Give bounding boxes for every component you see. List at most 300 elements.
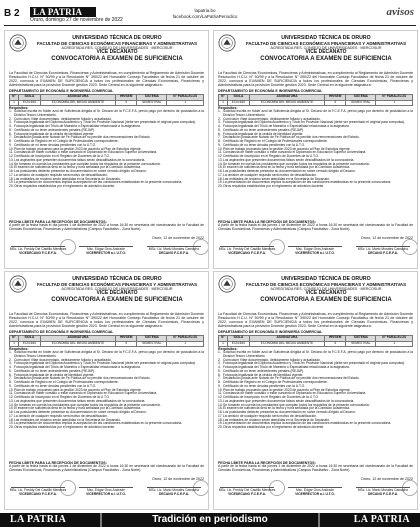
- notice-heading: [29, 276, 205, 304]
- requirements-title: Requisitos:: [9, 106, 29, 110]
- requirement-number: 8.: [9, 380, 12, 384]
- requirement-text: Declaración jurada ante Notario de Fe Pública de no percibir dos remuneraciones del Estado.: [14, 376, 151, 381]
- table-header-cell: HR/SEM: [325, 336, 346, 342]
- requirement-number: 7.: [218, 135, 221, 140]
- requirement-text: Certificado de Registro en el Colegio de Profesionales correspondiente.: [14, 380, 119, 384]
- table-cell: SEMESTRAL: [137, 100, 167, 106]
- requirement-number: 1.: [218, 350, 221, 354]
- requirement-number: 11.: [9, 391, 14, 396]
- table-row: [219, 341, 413, 347]
- deadline-text: A partir de la fecha hasta el día jueves 1 de diciembre de 2022 a horas 16:30 en secretaría del vicedecanato de la Facultad de Ciencias Económicas, Financieras y Administrativas (Campus Facultativo - Zona Norte).: [218, 223, 413, 231]
- table-header-cell: SISTEMA: [346, 95, 376, 101]
- header-rule: [4, 25, 416, 26]
- signer-role: VICEDECANO F.C.E.F.A.: [19, 491, 57, 496]
- social-links: [160, 8, 250, 20]
- requirement-number: 4.: [9, 365, 12, 369]
- signer-role: VICEDECANO F.C.E.F.A.: [228, 250, 266, 255]
- requirement-number: 12.: [218, 154, 223, 158]
- requirements-list: [218, 351, 413, 430]
- signature-block: [352, 487, 414, 497]
- requirement-number: 9.: [9, 383, 12, 388]
- footer-divider: [318, 513, 320, 527]
- signature-block: [7, 487, 69, 497]
- requirement-text: Curriculum Vitae documentado, debidamente foliado y actualizado.: [223, 116, 321, 121]
- requirement-text: Certificado de Inscripción en el Registro de Docentes de la U.T.O.: [223, 154, 320, 158]
- requirement-text: Los aspirantes que presenten documentos falsos serán descalificados de la convocatoria.: [14, 398, 146, 403]
- signer-name: Msc. Edgar Oros Andrade: [296, 247, 334, 251]
- requirement-number: 6.: [218, 131, 221, 136]
- requirement-text: Se tomarán en cuenta los postulantes que cumplan todos los requisitos de la presente convocatoria.: [14, 402, 161, 407]
- place-date: Oruro, 12 de noviembre de 2022: [152, 477, 204, 481]
- requirement-number: 9.: [218, 383, 221, 388]
- requirement-text: Los aspirantes que presenten documentos falsos serán descalificados de la convocatoria.: [223, 398, 355, 403]
- table-cell: 1: [10, 341, 19, 347]
- requirement-text: Otros requisitos establecidos por el reglamento de admisión docente.: [14, 425, 116, 429]
- signer-role: DECANO F.C.E.F.A.: [367, 250, 399, 255]
- requirement-number: 18.: [218, 417, 223, 422]
- university-name: UNIVERSIDAD TÉCNICA DE ORURO: [281, 35, 371, 41]
- deadline-text: A partir de la fecha hasta el día jueves 1 de diciembre de 2022 a horas 16:30 en secretaría del vicedecanato de la Facultad de Ciencias Económicas, Financieras y Administrativas (Campus Facultativo - Zona Norte).: [9, 464, 204, 472]
- requirement-number: 17.: [218, 172, 223, 177]
- requirement-text: Fotocopia legalizada del Diploma Académico y Título en Provisión Nacional (debe ser presentado el original para compulsa).: [14, 120, 196, 125]
- requirement-number: 10.: [9, 146, 14, 151]
- table-header-cell: SISTEMA: [346, 336, 376, 342]
- requirement-text: Certificado de Registro en el Colegio de Profesionales correspondiente.: [223, 380, 328, 384]
- table-row: [10, 100, 204, 106]
- requirement-text: La presentación de documentos implica la aceptación de las condiciones establecidas en la presente convocatoria.: [223, 180, 392, 185]
- website-link[interactable]: lapatria.bo: [194, 8, 216, 13]
- table-header-cell: SIGLA: [18, 336, 40, 342]
- table-header-cell: SIGLA: [18, 95, 40, 101]
- table-cell: SEMESTRAL: [346, 100, 376, 106]
- university-seal-icon: [218, 275, 236, 293]
- table-cell: 1: [376, 100, 413, 106]
- table-row: [219, 100, 413, 106]
- page-number: B 2: [4, 8, 20, 19]
- signature-block: [284, 487, 346, 497]
- requirement-text: El examen de suficiencia será en la fecha y hora señalada por la Comisión Académica.: [223, 406, 351, 411]
- requirement-item: [9, 185, 204, 189]
- table-header-cell: SIGLA: [227, 336, 249, 342]
- signature-block: [284, 246, 346, 256]
- requirement-number: 15.: [9, 165, 14, 170]
- table-header-cell: ASIGNATURA: [249, 336, 324, 342]
- requirement-text: Fotocopia legalizada del Diploma Académico y Título en Provisión Nacional (debe ser presentado el original para compulsa).: [223, 120, 405, 125]
- requirement-number: 17.: [9, 172, 14, 177]
- table-cell: ECONOMÍA DEL MEDIO AMBIENTE: [249, 341, 324, 347]
- requirement-text: Declaración jurada ante Notario de Fe Pública de no percibir dos remuneraciones del Estado.: [223, 376, 360, 381]
- university-seal-icon: [218, 34, 236, 52]
- requirement-text: El examen de suficiencia será en la fecha y hora señalada por la Comisión Académica.: [14, 165, 142, 170]
- requirement-text: Certificado de no tener antecedentes penales (REJAP).: [223, 127, 305, 132]
- requirement-text: Los postulantes deberán presentar su documentación en sobre cerrado dirigido al Decano.: [223, 169, 356, 173]
- table-cell: ECN-644: [227, 341, 249, 347]
- requirement-text: Plan de trabajo propuesto para la gestión 2023 de acuerdo al Plan de Estudios vigente.: [223, 387, 351, 392]
- newspaper-logo: LA PATRIA: [30, 7, 96, 17]
- notice-title: CONVOCATORIA A EXAMEN DE SUFICIENCIA: [260, 297, 392, 304]
- vice-deanery: VICE DECANATO: [96, 49, 138, 56]
- vice-deanery: VICE DECANATO: [96, 290, 138, 297]
- signer-name: Msc. Edgar Oros Andrade: [87, 247, 125, 251]
- requirement-text: Certificado de Registro en el Colegio de Profesionales correspondiente.: [14, 139, 119, 143]
- requirement-text: Las entidades de reclamo serán atendidas en la Secretaría de Decanato.: [14, 417, 121, 422]
- subject-table: [218, 335, 413, 347]
- requirement-text: Las entidades de reclamo serán atendidas en la Secretaría de Decanato.: [223, 417, 330, 422]
- requirement-text: Los aspirantes que presenten documentos falsos serán descalificados de la convocatoria.: [223, 157, 355, 162]
- requirement-text: La presentación de documentos implica la aceptación de las condiciones establecidas en la presente convocatoria.: [14, 421, 183, 426]
- requirement-text: Otros requisitos establecidos por el reglamento de admisión docente.: [223, 425, 325, 429]
- requirement-text: Plan de trabajo propuesto para la gestión 2023 de acuerdo al Plan de Estudios vigente.: [223, 146, 351, 151]
- signer-name: MSc. Lic. Mario Morales Camacho: [357, 488, 409, 492]
- table-cell: 1: [167, 341, 204, 347]
- requirement-text: Fotocopia legalizada de la cédula de identidad vigente.: [14, 131, 95, 136]
- facebook-link[interactable]: facebook.com/LaPatriaPeriodico: [172, 14, 238, 19]
- requirement-number: 1.: [218, 109, 221, 113]
- requirement-number: 8.: [218, 380, 221, 384]
- requirement-text: Constancia de haber cursado o estar cursando el Diplomado en Educación Superior Universitaria.: [223, 391, 367, 396]
- subject-table: [218, 94, 413, 106]
- table-cell: 1: [376, 341, 413, 347]
- signer-role: VICEDECANO F.C.E.F.A.: [228, 491, 266, 496]
- place-date: Oruro, 12 de noviembre de 2022: [361, 477, 413, 481]
- intro-paragraph: La Facultad de Ciencias Económicas, Financieras y Administrativas, en cumplimiento al Reglamento de Admisión Docente Resolución H.C.U. N° 50/99 y a la Resolución N° 390/22 del Honorable Consejo Facultativo de fecha 21 de octubre de 2022, convoca a EXAMEN DE SUFICIENCIA a todos los profesionales de Ciencias Económicas, Financieras y Administrativas para la provisión Docente gestión 2023. Sede Central en la siguiente asignatura:: [218, 71, 413, 88]
- signer-name: MSc. Lic. Freddy Del Castillo Meneses: [9, 488, 67, 492]
- requirement-number: 5.: [9, 127, 12, 132]
- requirement-text: Plan de trabajo propuesto para la gestión 2023 de acuerdo al Plan de Estudios vigente.: [14, 146, 142, 151]
- table-header-cell: HR/SEM: [116, 336, 137, 342]
- university-seal-icon: [9, 275, 27, 293]
- requirement-number: 20.: [218, 425, 223, 429]
- requirement-text: Se tomarán en cuenta los postulantes que cumplan todos los requisitos de la presente convocatoria.: [223, 161, 370, 166]
- requirement-number: 5.: [218, 127, 221, 132]
- requirement-text: Fotocopia legalizada de la cédula de identidad vigente.: [14, 372, 95, 377]
- requirement-text: Fotocopia legalizada del Diploma Académico y Título en Provisión Nacional (debe ser presentado el original para compulsa).: [14, 361, 196, 366]
- requirement-text: Constancia de haber cursado o estar cursando el Diplomado en Educación Superior Universitaria.: [14, 150, 158, 155]
- requirement-number: 19.: [9, 180, 14, 185]
- requirement-number: 2.: [218, 116, 221, 121]
- table-header-cell: N° PARALELOS: [376, 95, 413, 101]
- requirement-number: 17.: [9, 413, 14, 418]
- signature-block: [143, 246, 205, 256]
- requirement-text: Declaración jurada ante Notario de Fe Pública de no percibir dos remuneraciones del Estado.: [223, 135, 360, 140]
- requirement-text: Certificado de no tener deudas pendientes con la U.T.O.: [223, 383, 306, 388]
- requirement-number: 19.: [218, 180, 223, 185]
- signer-name: MSc. Lic. Freddy Del Castillo Meneses: [218, 488, 276, 492]
- requirement-text: Fotocopia legalizada del Título de Maestría o Especialidad relacionada a la asignatura.: [223, 124, 350, 128]
- requirement-text: Los postulantes deberán presentar su documentación en sobre cerrado dirigido al Decano.: [14, 410, 147, 414]
- page-footer: [0, 513, 420, 527]
- footer-divider: [100, 513, 102, 527]
- deadline-text: A partir de la fecha hasta el día jueves 1 de diciembre de 2022 a horas 16:30 en secretaría del vicedecanato de la Facultad de Ciencias Económicas, Financieras y Administrativas (Campus Facultativo - Zona Norte).: [9, 223, 204, 231]
- requirement-number: 14.: [9, 402, 14, 407]
- requirement-text: La presentación de documentos implica la aceptación de las condiciones establecidas en la presente convocatoria.: [223, 421, 392, 426]
- place-date: Oruro, 12 de noviembre de 2022: [152, 236, 204, 240]
- requirement-text: El examen de suficiencia será en la fecha y hora señalada por la Comisión Académica.: [14, 406, 142, 411]
- requirement-text: Certificado de no tener deudas pendientes con la U.T.O.: [14, 142, 97, 147]
- faculty-name: FACULTAD DE CIENCIAS ECONÓMICAS FINANCIERAS Y ADMINISTRATIVAS: [36, 282, 198, 287]
- requirement-text: Certificado de no tener deudas pendientes con la U.T.O.: [14, 383, 97, 388]
- table-cell: 4: [116, 341, 137, 347]
- table-header-cell: SIGLA: [227, 95, 249, 101]
- requirement-text: Las entidades de reclamo serán atendidas en la Secretaría de Decanato.: [223, 176, 330, 181]
- requirement-number: 11.: [9, 150, 14, 155]
- table-cell: ECN-644: [18, 100, 40, 106]
- notice-title: CONVOCATORIA A EXAMEN DE SUFICIENCIA: [51, 297, 183, 304]
- signer-name: MSc. Lic. Mario Morales Camacho: [148, 488, 200, 492]
- requirement-number: 1.: [9, 109, 12, 113]
- requirement-text: Las entidades de reclamo serán atendidas en la Secretaría de Decanato.: [14, 176, 121, 181]
- department-name: DEPARTAMENTO DE ECONOMÍA E INGENIERÍA COMERCIAL: [218, 89, 323, 93]
- requirement-number: 3.: [218, 361, 221, 366]
- signer-name: MSc. Lic. Freddy Del Castillo Meneses: [218, 247, 276, 251]
- requirement-text: Certificado de Registro en el Colegio de Profesionales correspondiente.: [223, 139, 328, 143]
- requirement-number: 6.: [9, 372, 12, 377]
- table-row: [10, 341, 204, 347]
- requirement-text: Fotocopia legalizada del Título de Maestría o Especialidad relacionada a la asignatura.: [14, 365, 141, 369]
- requirement-number: 7.: [9, 135, 12, 140]
- requirements-title: Requisitos:: [9, 347, 29, 351]
- signer-role: VICERRECTOR a.i. U.T.O.: [295, 491, 335, 496]
- requirement-text: Otros requisitos establecidos por el reglamento de admisión docente.: [223, 184, 325, 188]
- table-cell: ECN-644: [18, 341, 40, 347]
- requirement-number: 9.: [218, 142, 221, 147]
- requirement-number: 10.: [218, 146, 223, 151]
- signer-role: DECANO F.C.E.F.A.: [367, 491, 399, 496]
- requirement-text: La omisión de cualquier requisito será motivo de descalificación.: [14, 413, 109, 418]
- notice-title: CONVOCATORIA A EXAMEN DE SUFICIENCIA: [51, 56, 183, 63]
- requirement-number: 10.: [218, 387, 223, 392]
- table-header-cell: ASIGNATURA: [249, 95, 324, 101]
- requirement-number: 16.: [9, 169, 14, 173]
- signature-block: [216, 487, 278, 497]
- notice-panel: [213, 271, 418, 510]
- notice-heading: [238, 35, 414, 63]
- requirement-number: 8.: [9, 139, 12, 143]
- requirement-number: 5.: [9, 368, 12, 373]
- table-header-cell: N°: [10, 336, 19, 342]
- requirement-number: 13.: [9, 398, 14, 403]
- requirements-list: [9, 351, 204, 430]
- accreditation-line: ACREDITADA RES. CONSEJO DE UNIVERSIDADES · MERCOSUR: [61, 287, 173, 291]
- table-header-cell: HR/SEM: [325, 95, 346, 101]
- subject-table: [9, 94, 204, 106]
- signer-name: Msc. Edgar Oros Andrade: [87, 488, 125, 492]
- section-label: avisos: [386, 6, 414, 18]
- signer-role: VICERRECTOR a.i. U.T.O.: [86, 250, 126, 255]
- table-header-cell: ASIGNATURA: [40, 336, 115, 342]
- footer-slogan: Tradición en periodismo: [152, 514, 268, 525]
- requirement-text: Curriculum Vitae documentado, debidamente foliado y actualizado.: [223, 357, 321, 362]
- notice-panel: [4, 271, 209, 510]
- requirement-number: 3.: [218, 120, 221, 125]
- requirement-number: 4.: [218, 365, 221, 369]
- requirement-number: 2.: [9, 116, 12, 121]
- signature-block: [75, 487, 137, 497]
- requirement-item: [9, 426, 204, 430]
- university-seal-icon: [9, 34, 27, 52]
- requirement-text: Certificado de Inscripción en el Registro de Docentes de la U.T.O.: [14, 154, 111, 158]
- signature-block: [352, 246, 414, 256]
- requirement-text: La presentación de documentos implica la aceptación de las condiciones establecidas en la presente convocatoria.: [14, 180, 183, 185]
- table-header-cell: N° PARALELOS: [376, 336, 413, 342]
- requirement-text: Otros requisitos establecidos por el reglamento de admisión docente.: [14, 184, 116, 188]
- signer-name: MSc. Lic. Freddy Del Castillo Meneses: [9, 247, 67, 251]
- requirement-number: 15.: [9, 406, 14, 411]
- table-cell: 1: [219, 100, 228, 106]
- requirement-number: 14.: [218, 402, 223, 407]
- requirement-number: 2.: [9, 357, 12, 362]
- page-header: [0, 0, 420, 26]
- requirements-title: Requisitos:: [218, 106, 238, 110]
- deadline-title: FECHA LÍMITE PARA LA RECEPCIÓN DE DOCUMENTOS:: [218, 461, 316, 465]
- requirement-text: Fotocopia legalizada de la cédula de identidad vigente.: [223, 131, 304, 136]
- requirement-text: Curriculum Vitae documentado, debidamente foliado y actualizado.: [14, 116, 112, 121]
- department-name: DEPARTAMENTO DE ECONOMÍA E INGENIERÍA COMERCIAL: [218, 330, 323, 334]
- table-header-cell: SISTEMA: [137, 336, 167, 342]
- notice-panel: [213, 30, 418, 269]
- requirement-number: 5.: [218, 368, 221, 373]
- requirement-number: 8.: [218, 139, 221, 143]
- table-header-cell: N°: [219, 336, 228, 342]
- requirement-text: La omisión de cualquier requisito será motivo de descalificación.: [14, 172, 109, 177]
- requirement-text: Declaración jurada ante Notario de Fe Pública de no percibir dos remuneraciones del Estado.: [14, 135, 151, 140]
- requirement-text: Solicitud escrita en fólder azul de Suficiencia dirigida al Sr. Decano de la F.C.E.F.A. previo pago por derecho de postulación a la División Tesoro Universitario.: [223, 109, 413, 117]
- signer-role: VICEDECANO F.C.E.F.A.: [19, 250, 57, 255]
- requirement-number: 20.: [9, 184, 14, 188]
- requirement-number: 2.: [218, 357, 221, 362]
- requirement-number: 15.: [218, 406, 223, 411]
- requirement-number: 10.: [9, 387, 14, 392]
- faculty-name: FACULTAD DE CIENCIAS ECONÓMICAS FINANCIERAS Y ADMINISTRATIVAS: [36, 41, 198, 46]
- table-header-cell: SISTEMA: [137, 95, 167, 101]
- table-header-cell: N°: [10, 95, 19, 101]
- table-header-cell: ASIGNATURA: [40, 95, 115, 101]
- requirement-number: 14.: [218, 161, 223, 166]
- requirement-number: 14.: [9, 161, 14, 166]
- requirement-text: Certificado de Inscripción en el Registro de Docentes de la U.T.O.: [14, 395, 111, 399]
- requirement-text: Los postulantes deberán presentar su documentación en sobre cerrado dirigido al Decano.: [14, 169, 147, 173]
- requirement-text: La omisión de cualquier requisito será motivo de descalificación.: [223, 413, 318, 418]
- university-name: UNIVERSIDAD TÉCNICA DE ORURO: [72, 35, 162, 41]
- table-header-cell: N°: [219, 95, 228, 101]
- requirement-number: 13.: [218, 398, 223, 403]
- requirements-list: [218, 110, 413, 189]
- requirement-number: 4.: [218, 124, 221, 128]
- requirement-text: Constancia de haber cursado o estar cursando el Diplomado en Educación Superior Universitaria.: [14, 391, 158, 396]
- table-cell: ECONOMÍA DEL MEDIO AMBIENTE: [40, 100, 115, 106]
- signer-role: DECANO F.C.E.F.A.: [158, 250, 190, 255]
- vice-deanery: VICE DECANATO: [305, 290, 347, 297]
- requirement-number: 13.: [9, 157, 14, 162]
- table-cell: 1: [10, 100, 19, 106]
- university-name: UNIVERSIDAD TÉCNICA DE ORURO: [72, 276, 162, 282]
- requirement-number: 18.: [9, 176, 14, 181]
- vice-deanery: VICE DECANATO: [305, 49, 347, 56]
- deadline-title: FECHA LÍMITE PARA LA RECEPCIÓN DE DOCUMENTOS:: [218, 220, 316, 224]
- table-cell: 4: [116, 100, 137, 106]
- requirement-text: Certificado de no tener deudas pendientes con la U.T.O.: [223, 142, 306, 147]
- requirement-text: Fotocopia legalizada de la cédula de identidad vigente.: [223, 372, 304, 377]
- table-cell: SEMESTRAL: [346, 341, 376, 347]
- requirement-number: 18.: [9, 417, 14, 422]
- requirement-number: 1.: [9, 350, 12, 354]
- signer-role: VICERRECTOR a.i. U.T.O.: [86, 491, 126, 496]
- requirement-number: 20.: [218, 184, 223, 188]
- accreditation-line: ACREDITADA RES. CONSEJO DE UNIVERSIDADES · MERCOSUR: [270, 287, 382, 291]
- department-name: DEPARTAMENTO DE ECONOMÍA E INGENIERÍA COMERCIAL: [9, 89, 114, 93]
- signer-name: MSc. Lic. Mario Morales Camacho: [357, 247, 409, 251]
- university-name: UNIVERSIDAD TÉCNICA DE ORURO: [281, 276, 371, 282]
- requirement-number: 20.: [9, 425, 14, 429]
- requirement-number: 7.: [218, 376, 221, 381]
- signer-name: Msc. Edgar Oros Andrade: [296, 488, 334, 492]
- subject-table: [9, 335, 204, 347]
- accreditation-line: ACREDITADA RES. CONSEJO DE UNIVERSIDADES · MERCOSUR: [61, 46, 173, 50]
- intro-paragraph: La Facultad de Ciencias Económicas, Financieras y Administrativas, en cumplimiento al Reglamento de Admisión Docente Resolución H.C.U. N° 50/99 y a la Resolución N° 390/22 del Honorable Consejo Facultativo de fecha 21 de octubre de 2022, convoca a EXAMEN DE SUFICIENCIA a todos los profesionales de Ciencias Económicas, Financieras y Administrativas para la provisión Docente gestión 2023. Sede Central en la siguiente asignatura:: [9, 312, 204, 329]
- requirement-number: 12.: [9, 154, 14, 158]
- table-cell: 4: [325, 100, 346, 106]
- requirement-number: 17.: [218, 413, 223, 418]
- table-header-cell: HR/SEM: [116, 95, 137, 101]
- table-cell: ECONOMÍA DEL MEDIO AMBIENTE: [249, 100, 324, 106]
- deadline-text: A partir de la fecha hasta el día jueves 1 de diciembre de 2022 a horas 16:30 en secretaría del vicedecanato de la Facultad de Ciencias Económicas, Financieras y Administrativas (Campus Facultativo - Zona Norte).: [218, 464, 413, 472]
- requirement-number: 4.: [9, 124, 12, 128]
- requirement-number: 9.: [9, 142, 12, 147]
- table-cell: 4: [325, 341, 346, 347]
- department-name: DEPARTAMENTO DE ECONOMÍA E INGENIERÍA COMERCIAL: [9, 330, 114, 334]
- requirement-text: Los postulantes deberán presentar su documentación en sobre cerrado dirigido al Decano.: [223, 410, 356, 414]
- table-cell: ECN-644: [227, 100, 249, 106]
- table-cell: 1: [167, 100, 204, 106]
- requirement-number: 19.: [9, 421, 14, 426]
- requirement-text: Plan de trabajo propuesto para la gestión 2023 de acuerdo al Plan de Estudios vigente.: [14, 387, 142, 392]
- notice-heading: [29, 35, 205, 63]
- requirement-text: Solicitud escrita en fólder azul de Suficiencia dirigida al Sr. Decano de la F.C.E.F.A. previo pago por derecho de postulación a la División Tesoro Universitario.: [14, 109, 204, 117]
- table-header-cell: N° PARALELOS: [167, 336, 204, 342]
- requirement-text: Fotocopia legalizada del Título de Maestría o Especialidad relacionada a la asignatura.: [14, 124, 141, 128]
- deadline-title: FECHA LÍMITE PARA LA RECEPCIÓN DE DOCUMENTOS:: [9, 220, 107, 224]
- faculty-name: FACULTAD DE CIENCIAS ECONÓMICAS FINANCIERAS Y ADMINISTRATIVAS: [245, 282, 407, 287]
- notice-panel: [4, 30, 209, 269]
- table-cell: 1: [219, 341, 228, 347]
- requirement-item: [218, 185, 413, 189]
- place-date: Oruro, 12 de noviembre de 2022: [361, 236, 413, 240]
- requirement-text: La omisión de cualquier requisito será motivo de descalificación.: [223, 172, 318, 177]
- signer-role: DECANO F.C.E.F.A.: [158, 491, 190, 496]
- requirement-number: 6.: [218, 372, 221, 377]
- signer-role: VICERRECTOR a.i. U.T.O.: [295, 250, 335, 255]
- requirement-number: 11.: [218, 391, 223, 396]
- requirements-list: [9, 110, 204, 189]
- intro-paragraph: La Facultad de Ciencias Económicas, Financieras y Administrativas, en cumplimiento al Reglamento de Admisión Docente Resolución H.C.U. N° 50/99 y a la Resolución N° 390/22 del Honorable Consejo Facultativo de fecha 21 de octubre de 2022, convoca a EXAMEN DE SUFICIENCIA a todos los profesionales de Ciencias Económicas, Financieras y Administrativas para la provisión Docente gestión 2023. Sede Central en la siguiente asignatura:: [218, 312, 413, 329]
- requirement-text: Curriculum Vitae documentado, debidamente foliado y actualizado.: [14, 357, 112, 362]
- requirement-number: 7.: [9, 376, 12, 381]
- requirements-title: Requisitos:: [218, 347, 238, 351]
- requirement-number: 16.: [218, 169, 223, 173]
- requirement-item: [218, 426, 413, 430]
- notice-title: CONVOCATORIA A EXAMEN DE SUFICIENCIA: [260, 56, 392, 63]
- requirement-number: 3.: [9, 120, 12, 125]
- requirement-text: Se tomarán en cuenta los postulantes que cumplan todos los requisitos de la presente convocatoria.: [14, 161, 161, 166]
- requirement-text: Constancia de haber cursado o estar cursando el Diplomado en Educación Superior Universitaria.: [223, 150, 367, 155]
- requirement-number: 18.: [218, 176, 223, 181]
- requirement-number: 3.: [9, 361, 12, 366]
- intro-paragraph: La Facultad de Ciencias Económicas, Financieras y Administrativas, en cumplimiento al Reglamento de Admisión Docente Resolución H.C.U. N° 50/99 y a la Resolución N° 390/22 del Honorable Consejo Facultativo de fecha 21 de octubre de 2022, convoca a EXAMEN DE SUFICIENCIA a todos los profesionales de Ciencias Económicas, Financieras y Administrativas para la provisión Docente gestión 2023. Sede Central en la siguiente asignatura:: [9, 71, 204, 88]
- requirement-text: El examen de suficiencia será en la fecha y hora señalada por la Comisión Académica.: [223, 165, 351, 170]
- requirement-number: 13.: [218, 157, 223, 162]
- signature-block: [75, 246, 137, 256]
- requirement-text: Certificado de no tener antecedentes penales (REJAP).: [223, 368, 305, 373]
